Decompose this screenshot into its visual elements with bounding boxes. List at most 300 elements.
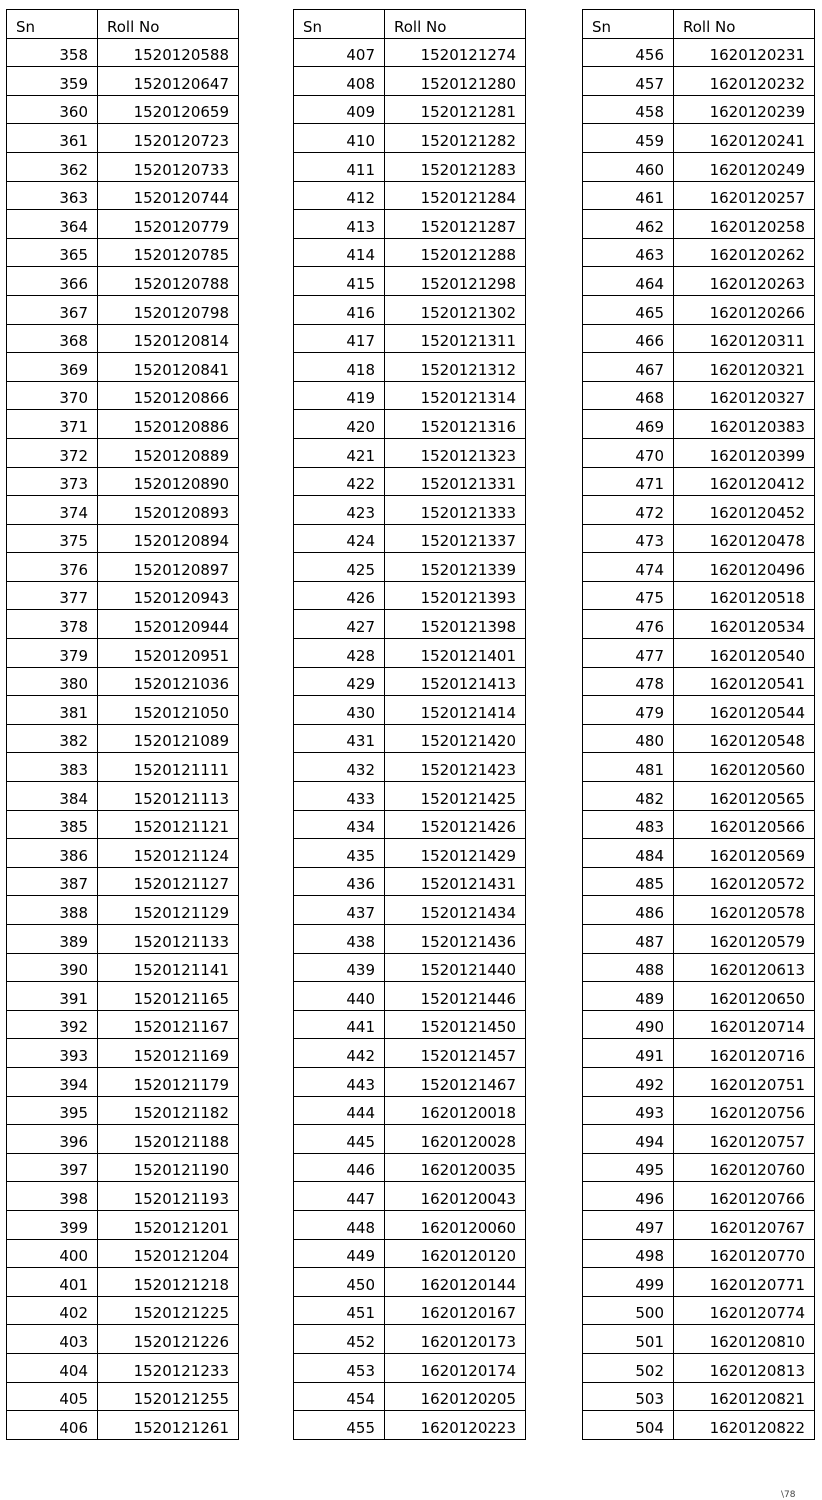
serial-number-cell: 414 [294, 238, 385, 267]
serial-number-cell: 462 [583, 210, 674, 239]
serial-number-cell: 400 [7, 1239, 98, 1268]
table-row [583, 610, 815, 639]
serial-number-cell: 461 [583, 181, 674, 210]
serial-number-cell: 480 [583, 724, 674, 753]
table-row [583, 667, 815, 696]
serial-number-cell: 463 [583, 238, 674, 267]
roll-number-cell: 1520121050 [98, 696, 239, 725]
table-row [7, 553, 239, 582]
table-row [583, 267, 815, 296]
serial-number-cell: 466 [583, 324, 674, 353]
table-row [294, 467, 526, 496]
table-row [294, 267, 526, 296]
table-row [583, 1067, 815, 1096]
roll-number-cell: 1520121141 [98, 953, 239, 982]
table-row [294, 181, 526, 210]
serial-number-cell: 378 [7, 610, 98, 639]
table-row [294, 1039, 526, 1068]
serial-number-cell: 402 [7, 1296, 98, 1325]
serial-number-cell: 416 [294, 295, 385, 324]
roll-number-cell: 1520121129 [98, 896, 239, 925]
table-row [7, 982, 239, 1011]
serial-number-cell: 401 [7, 1268, 98, 1297]
serial-number-cell: 410 [294, 124, 385, 153]
table-row [7, 295, 239, 324]
table-row [7, 782, 239, 811]
roll-number-cell: 1520120723 [98, 124, 239, 153]
roll-number-cell: 1520121288 [385, 238, 526, 267]
header-row [294, 10, 526, 39]
roll-number-cell: 1620120771 [674, 1268, 815, 1297]
table-row [583, 524, 815, 553]
table-row [7, 438, 239, 467]
roll-number-cell: 1520121111 [98, 753, 239, 782]
roll-number-cell: 1620120060 [385, 1210, 526, 1239]
serial-number-cell: 456 [583, 38, 674, 67]
roll-number-cell: 1520121298 [385, 267, 526, 296]
roll-number-cell: 1520120659 [98, 95, 239, 124]
table-row [294, 982, 526, 1011]
table-row [7, 1125, 239, 1154]
roll-number-cell: 1520121401 [385, 639, 526, 668]
table-row [294, 581, 526, 610]
table-row [583, 724, 815, 753]
roll-number-cell: 1520121429 [385, 839, 526, 868]
table-row [294, 1125, 526, 1154]
roll-number-cell: 1620120120 [385, 1239, 526, 1268]
roll-number-cell: 1520121414 [385, 696, 526, 725]
serial-number-cell: 498 [583, 1239, 674, 1268]
table-row [583, 1010, 815, 1039]
table-row [294, 810, 526, 839]
serial-number-cell: 431 [294, 724, 385, 753]
roll-number-cell: 1620120018 [385, 1096, 526, 1125]
serial-number-cell: 393 [7, 1039, 98, 1068]
roll-number-cell: 1620120167 [385, 1296, 526, 1325]
table-row [583, 295, 815, 324]
roll-no-header: Roll No [674, 10, 815, 39]
roll-number-cell: 1620120205 [385, 1382, 526, 1411]
serial-number-cell: 386 [7, 839, 98, 868]
roll-number-cell: 1520121124 [98, 839, 239, 868]
serial-number-cell: 415 [294, 267, 385, 296]
roll-number-cell: 1520121165 [98, 982, 239, 1011]
roll-number-cell: 1520121316 [385, 410, 526, 439]
table-row [7, 1353, 239, 1382]
serial-number-cell: 472 [583, 496, 674, 525]
serial-number-cell: 427 [294, 610, 385, 639]
serial-number-cell: 485 [583, 867, 674, 896]
serial-number-cell: 371 [7, 410, 98, 439]
roll-table-1 [6, 9, 239, 1440]
serial-number-cell: 372 [7, 438, 98, 467]
roll-number-cell: 1620120760 [674, 1153, 815, 1182]
table-row [583, 867, 815, 896]
serial-number-cell: 362 [7, 152, 98, 181]
roll-number-cell: 1520121398 [385, 610, 526, 639]
serial-number-cell: 376 [7, 553, 98, 582]
serial-number-cell: 494 [583, 1125, 674, 1154]
serial-number-cell: 488 [583, 953, 674, 982]
roll-number-cell: 1620120810 [674, 1325, 815, 1354]
roll-number-cell: 1520120779 [98, 210, 239, 239]
roll-number-cell: 1520121314 [385, 381, 526, 410]
roll-number-cell: 1620120751 [674, 1067, 815, 1096]
roll-number-cell: 1620120540 [674, 639, 815, 668]
roll-number-cell: 1520121169 [98, 1039, 239, 1068]
serial-number-cell: 413 [294, 210, 385, 239]
serial-number-cell: 364 [7, 210, 98, 239]
table-row [7, 267, 239, 296]
page-corner-mark: \78 [781, 1490, 796, 1500]
serial-number-cell: 430 [294, 696, 385, 725]
roll-number-cell: 1620120496 [674, 553, 815, 582]
roll-number-cell: 1520121393 [385, 581, 526, 610]
serial-number-cell: 483 [583, 810, 674, 839]
roll-number-cell: 1520121420 [385, 724, 526, 753]
roll-number-cell: 1520121204 [98, 1239, 239, 1268]
table-row [294, 524, 526, 553]
serial-number-cell: 460 [583, 152, 674, 181]
table-row [7, 953, 239, 982]
roll-number-cell: 1620120452 [674, 496, 815, 525]
table-row [7, 124, 239, 153]
serial-number-cell: 358 [7, 38, 98, 67]
table-row [7, 1296, 239, 1325]
table-row [294, 896, 526, 925]
serial-number-cell: 373 [7, 467, 98, 496]
table-row [294, 782, 526, 811]
serial-number-cell: 499 [583, 1268, 674, 1297]
serial-number-cell: 419 [294, 381, 385, 410]
serial-number-cell: 467 [583, 353, 674, 382]
roll-number-cell: 1520121302 [385, 295, 526, 324]
serial-number-cell: 438 [294, 925, 385, 954]
serial-number-cell: 473 [583, 524, 674, 553]
table-row [7, 1210, 239, 1239]
roll-number-cell: 1620120569 [674, 839, 815, 868]
table-row [7, 839, 239, 868]
roll-number-cell: 1620120266 [674, 295, 815, 324]
roll-number-cell: 1620120544 [674, 696, 815, 725]
roll-number-cell: 1620120399 [674, 438, 815, 467]
roll-number-cell: 1620120321 [674, 353, 815, 382]
table-row [583, 381, 815, 410]
serial-number-cell: 399 [7, 1210, 98, 1239]
roll-number-cell: 1520121113 [98, 782, 239, 811]
table-row [583, 467, 815, 496]
serial-number-cell: 381 [7, 696, 98, 725]
roll-number-cell: 1620120770 [674, 1239, 815, 1268]
serial-number-cell: 408 [294, 67, 385, 96]
table-row [294, 839, 526, 868]
roll-number-cell: 1520121423 [385, 753, 526, 782]
roll-number-cell: 1520120788 [98, 267, 239, 296]
table-row [294, 1153, 526, 1182]
roll-number-cell: 1520120588 [98, 38, 239, 67]
table-row [7, 38, 239, 67]
serial-number-cell: 490 [583, 1010, 674, 1039]
serial-number-cell: 453 [294, 1353, 385, 1382]
roll-number-cell: 1520121426 [385, 810, 526, 839]
roll-number-cell: 1620120774 [674, 1296, 815, 1325]
table-row [7, 181, 239, 210]
serial-number-cell: 441 [294, 1010, 385, 1039]
table-row [294, 1268, 526, 1297]
table-row [294, 324, 526, 353]
table-row [294, 1210, 526, 1239]
roll-number-cell: 1520121261 [98, 1411, 239, 1440]
roll-number-cell: 1520120744 [98, 181, 239, 210]
roll-number-cell: 1620120767 [674, 1210, 815, 1239]
roll-number-cell: 1620120383 [674, 410, 815, 439]
serial-number-cell: 365 [7, 238, 98, 267]
serial-number-cell: 493 [583, 1096, 674, 1125]
table-row [294, 667, 526, 696]
roll-number-cell: 1520121182 [98, 1096, 239, 1125]
serial-number-cell: 377 [7, 581, 98, 610]
table-row [7, 810, 239, 839]
roll-number-cell: 1620120258 [674, 210, 815, 239]
roll-number-cell: 1620120239 [674, 95, 815, 124]
table-row [7, 1153, 239, 1182]
roll-number-cell: 1520121457 [385, 1039, 526, 1068]
serial-number-cell: 458 [583, 95, 674, 124]
table-row [294, 124, 526, 153]
table-row [7, 753, 239, 782]
roll-number-cell: 1620120173 [385, 1325, 526, 1354]
roll-number-cell: 1520121467 [385, 1067, 526, 1096]
table-row [583, 353, 815, 382]
serial-number-cell: 455 [294, 1411, 385, 1440]
serial-number-cell: 450 [294, 1268, 385, 1297]
serial-number-cell: 382 [7, 724, 98, 753]
serial-number-cell: 361 [7, 124, 98, 153]
table-row [7, 324, 239, 353]
roll-table-2 [293, 9, 526, 1440]
table-row [7, 496, 239, 525]
table-row [583, 152, 815, 181]
serial-number-cell: 425 [294, 553, 385, 582]
serial-number-cell: 391 [7, 982, 98, 1011]
roll-number-cell: 1520120951 [98, 639, 239, 668]
roll-number-cell: 1620120534 [674, 610, 815, 639]
roll-number-cell: 1520121436 [385, 925, 526, 954]
serial-number-cell: 437 [294, 896, 385, 925]
serial-number-cell: 476 [583, 610, 674, 639]
serial-number-cell: 459 [583, 124, 674, 153]
roll-number-cell: 1520121284 [385, 181, 526, 210]
table-row [7, 667, 239, 696]
table-row [583, 782, 815, 811]
roll-number-cell: 1520121446 [385, 982, 526, 1011]
roll-number-cell: 1520120647 [98, 67, 239, 96]
table-row [7, 1039, 239, 1068]
roll-number-cell: 1620120223 [385, 1411, 526, 1440]
roll-number-cell: 1520121281 [385, 95, 526, 124]
table-row [583, 639, 815, 668]
table-row [583, 982, 815, 1011]
roll-number-cell: 1620120579 [674, 925, 815, 954]
roll-number-cell: 1620120757 [674, 1125, 815, 1154]
roll-number-cell: 1620120263 [674, 267, 815, 296]
serial-number-cell: 379 [7, 639, 98, 668]
table-row [7, 1096, 239, 1125]
serial-number-cell: 502 [583, 1353, 674, 1382]
serial-number-cell: 392 [7, 1010, 98, 1039]
table-row [7, 696, 239, 725]
table-row [7, 467, 239, 496]
table-row [294, 238, 526, 267]
roll-number-cell: 1520121323 [385, 438, 526, 467]
serial-number-cell: 422 [294, 467, 385, 496]
roll-number-cell: 1620120822 [674, 1411, 815, 1440]
serial-number-cell: 397 [7, 1153, 98, 1182]
table-row [583, 38, 815, 67]
table-row [583, 925, 815, 954]
table-row [583, 210, 815, 239]
table-row [7, 210, 239, 239]
roll-number-cell: 1620120541 [674, 667, 815, 696]
roll-number-cell: 1520121190 [98, 1153, 239, 1182]
serial-number-cell: 375 [7, 524, 98, 553]
roll-number-cell: 1620120412 [674, 467, 815, 496]
roll-number-cell: 1520121167 [98, 1010, 239, 1039]
table-row [7, 867, 239, 896]
roll-number-cell: 1520121282 [385, 124, 526, 153]
roll-number-cell: 1620120035 [385, 1153, 526, 1182]
serial-number-cell: 445 [294, 1125, 385, 1154]
roll-number-cell: 1620120327 [674, 381, 815, 410]
serial-number-cell: 504 [583, 1411, 674, 1440]
serial-number-cell: 394 [7, 1067, 98, 1096]
serial-number-cell: 449 [294, 1239, 385, 1268]
serial-number-cell: 404 [7, 1353, 98, 1382]
serial-number-cell: 457 [583, 67, 674, 96]
table-row [294, 38, 526, 67]
table-row [583, 839, 815, 868]
serial-number-cell: 479 [583, 696, 674, 725]
serial-number-cell: 481 [583, 753, 674, 782]
table-row [294, 496, 526, 525]
roll-number-cell: 1520120893 [98, 496, 239, 525]
roll-number-cell: 1620120716 [674, 1039, 815, 1068]
roll-number-cell: 1520120785 [98, 238, 239, 267]
serial-number-cell: 447 [294, 1182, 385, 1211]
roll-number-cell: 1620120478 [674, 524, 815, 553]
table-row [583, 438, 815, 467]
serial-number-cell: 432 [294, 753, 385, 782]
serial-number-cell: 388 [7, 896, 98, 925]
table-row [294, 95, 526, 124]
table-row [294, 1411, 526, 1440]
serial-number-cell: 464 [583, 267, 674, 296]
serial-number-cell: 440 [294, 982, 385, 1011]
serial-number-cell: 500 [583, 1296, 674, 1325]
roll-number-cell: 1520120944 [98, 610, 239, 639]
table-row [583, 324, 815, 353]
table-row [7, 381, 239, 410]
table-row [294, 1239, 526, 1268]
roll-number-cell: 1520121287 [385, 210, 526, 239]
serial-number-cell: 446 [294, 1153, 385, 1182]
table-row [583, 1268, 815, 1297]
roll-number-cell: 1520121413 [385, 667, 526, 696]
serial-number-cell: 496 [583, 1182, 674, 1211]
roll-no-header: Roll No [385, 10, 526, 39]
table-row [7, 1411, 239, 1440]
roll-number-cell: 1520121431 [385, 867, 526, 896]
serial-number-cell: 439 [294, 953, 385, 982]
roll-number-cell: 1520120841 [98, 353, 239, 382]
table-row [7, 925, 239, 954]
table-row [294, 1296, 526, 1325]
roll-number-cell: 1520121089 [98, 724, 239, 753]
roll-number-cell: 1520121225 [98, 1296, 239, 1325]
roll-number-cell: 1620120756 [674, 1096, 815, 1125]
roll-number-cell: 1520120886 [98, 410, 239, 439]
roll-number-cell: 1520121274 [385, 38, 526, 67]
table-row [583, 1182, 815, 1211]
table-row [583, 696, 815, 725]
roll-number-cell: 1620120560 [674, 753, 815, 782]
roll-number-cell: 1620120232 [674, 67, 815, 96]
table-row [7, 524, 239, 553]
serial-number-cell: 436 [294, 867, 385, 896]
table-row [583, 753, 815, 782]
table-row [294, 152, 526, 181]
roll-number-cell: 1520120897 [98, 553, 239, 582]
roll-number-cell: 1520121036 [98, 667, 239, 696]
roll-table-3 [582, 9, 815, 1440]
serial-number-cell: 385 [7, 810, 98, 839]
table-row [7, 1382, 239, 1411]
table-row [7, 896, 239, 925]
roll-number-cell: 1620120548 [674, 724, 815, 753]
roll-number-cell: 1520121331 [385, 467, 526, 496]
roll-number-cell: 1520121121 [98, 810, 239, 839]
roll-number-cell: 1520120733 [98, 152, 239, 181]
serial-number-cell: 423 [294, 496, 385, 525]
roll-number-cell: 1520121179 [98, 1067, 239, 1096]
serial-number-cell: 380 [7, 667, 98, 696]
roll-number-cell: 1620120311 [674, 324, 815, 353]
table-row [294, 724, 526, 753]
roll-number-cell: 1620120766 [674, 1182, 815, 1211]
serial-number-cell: 452 [294, 1325, 385, 1354]
table-row [294, 381, 526, 410]
table-row [583, 810, 815, 839]
serial-number-cell: 374 [7, 496, 98, 525]
table-row [294, 1353, 526, 1382]
roll-number-cell: 1520121425 [385, 782, 526, 811]
table-row [7, 353, 239, 382]
roll-number-cell: 1620120028 [385, 1125, 526, 1154]
header-row [583, 10, 815, 39]
serial-number-cell: 428 [294, 639, 385, 668]
serial-number-cell: 387 [7, 867, 98, 896]
roll-number-cell: 1520120814 [98, 324, 239, 353]
serial-number-cell: 475 [583, 581, 674, 610]
serial-number-cell: 469 [583, 410, 674, 439]
serial-number-cell: 421 [294, 438, 385, 467]
table-row [7, 67, 239, 96]
table-row [294, 210, 526, 239]
serial-number-cell: 429 [294, 667, 385, 696]
serial-number-cell: 412 [294, 181, 385, 210]
serial-number-cell: 383 [7, 753, 98, 782]
serial-number-cell: 406 [7, 1411, 98, 1440]
